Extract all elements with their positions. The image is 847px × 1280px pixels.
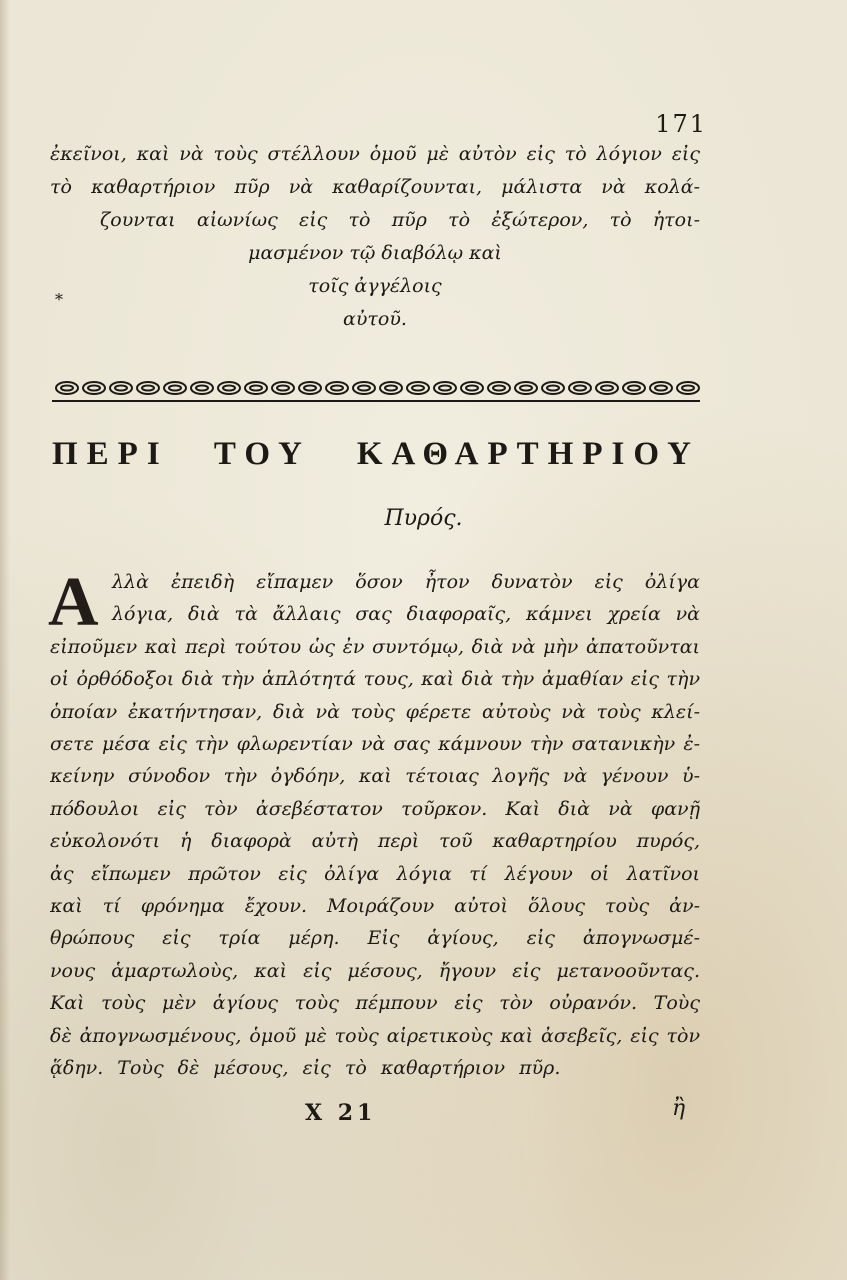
text-line: νους ἁμαρτωλοὺς, καὶ εἰς μέσους, ἤγουν εἰς μετανοοῦντας. bbox=[50, 959, 700, 982]
text-line: Καὶ τοὺς μὲν ἁγίους τοὺς πέμπουν εἰς τὸν οὐρανόν. Τοὺς bbox=[50, 992, 700, 1015]
text-line: τοῖς ἀγγέλοις bbox=[308, 275, 442, 297]
text-line: ἀς εἴπωμεν πρῶτον εἰς ὀλίγα λόγια τί λέγουν οἱ λατῖνοι bbox=[50, 862, 700, 885]
text-line: μασμένον τῷ διαβόλῳ καὶ bbox=[248, 242, 502, 264]
text-line: σετε μέσα εἰς τὴν φλωρεντίαν νὰ σας κάμνουν τὴν σατανικὴν ἐ- bbox=[50, 733, 700, 756]
continued-text bbox=[50, 138, 700, 336]
text-line: αὐτοῦ. bbox=[343, 308, 407, 330]
text-line: λλὰ ἐπειδὴ εἴπαμεν ὅσον ἦτον δυνατὸν εἰς ὀλίγα bbox=[112, 571, 700, 593]
chapter-subheading: Πυρός. bbox=[384, 506, 463, 531]
text-line: τὸ καθαρτήριον πῦρ νὰ καθαρίζουνται, μάλιστα νὰ κολά- bbox=[50, 176, 700, 198]
text-line: δὲ ἀπογνωσμένους, ὁμοῦ μὲ τοὺς αἱρετικοὺς καὶ ἀσεβεῖς, εἰς τὸν bbox=[50, 1024, 700, 1047]
margin-asterisk: * bbox=[55, 290, 63, 309]
page-edge-shadow bbox=[0, 0, 10, 1280]
text-line: οἱ ὀρθόδοξοι διὰ τὴν ἁπλότητά τους, καὶ διὰ τὴν ἀμαθίαν εἰς τὴν bbox=[50, 668, 700, 691]
text-line: καὶ τί φρόνημα ἔχουν. Μοιράζουν αὐτοὶ ὅλους τοὺς ἀν- bbox=[50, 895, 700, 918]
text-line: θρώπους εἰς τρία μέρη. Εἰς ἁγίους, εἰς ἀπογνωσμέ- bbox=[50, 927, 700, 950]
chapter-heading: ΠΕΡΙ ΤΟΥ ΚΑΘΑΡΤΗΡΙΟΥ bbox=[52, 436, 700, 472]
text-line: λόγια, διὰ τὰ ἄλλαις σας διαφοραῖς, κάμνει χρεία νὰ bbox=[112, 603, 700, 626]
text-line: ζουνται αἰωνίως εἰς τὸ πῦρ τὸ ἐξώτερον, τὸ ἡτοι- bbox=[100, 209, 700, 231]
text-line: ὁποίαν ἐκατήντησαν, διὰ νὰ τοὺς φέρετε αὐτοὺς νὰ τοὺς κλεί- bbox=[50, 700, 700, 723]
text-line: εἰποῦμεν καὶ περὶ τούτου ὡς ἐν συντόμῳ, διὰ νὰ μὴν ἀπατοῦνται bbox=[50, 635, 700, 658]
drop-cap: Α bbox=[48, 564, 99, 641]
text-line: κείνην σύνοδον τὴν ὀγδόην, καὶ τέτοιας λογῆς νὰ γένουν ὑ- bbox=[50, 765, 700, 788]
text-line: εὐκολονότι ἡ διαφορὰ αὐτὴ περὶ τοῦ καθαρτηρίου πυρός, bbox=[50, 830, 700, 853]
ornamental-rule bbox=[52, 374, 700, 404]
catchword: ἢ bbox=[672, 1096, 686, 1121]
page-number: 171 bbox=[655, 110, 707, 138]
signature-mark: X 21 bbox=[305, 1100, 377, 1126]
chapter-body bbox=[50, 566, 700, 1085]
text-line: ᾅδην. Τοὺς δὲ μέσους, εἰς τὸ καθαρτήριον πῦρ. bbox=[50, 1057, 561, 1080]
text-line: ἐκεῖνοι, καὶ νὰ τοὺς στέλλουν ὁμοῦ μὲ αὐτὸν εἰς τὸ λόγιον εἰς bbox=[50, 143, 700, 165]
text-line: πόδουλοι εἰς τὸν ἀσεβέστατον τοῦρκον. Καὶ διὰ νὰ φανῇ bbox=[50, 797, 700, 820]
